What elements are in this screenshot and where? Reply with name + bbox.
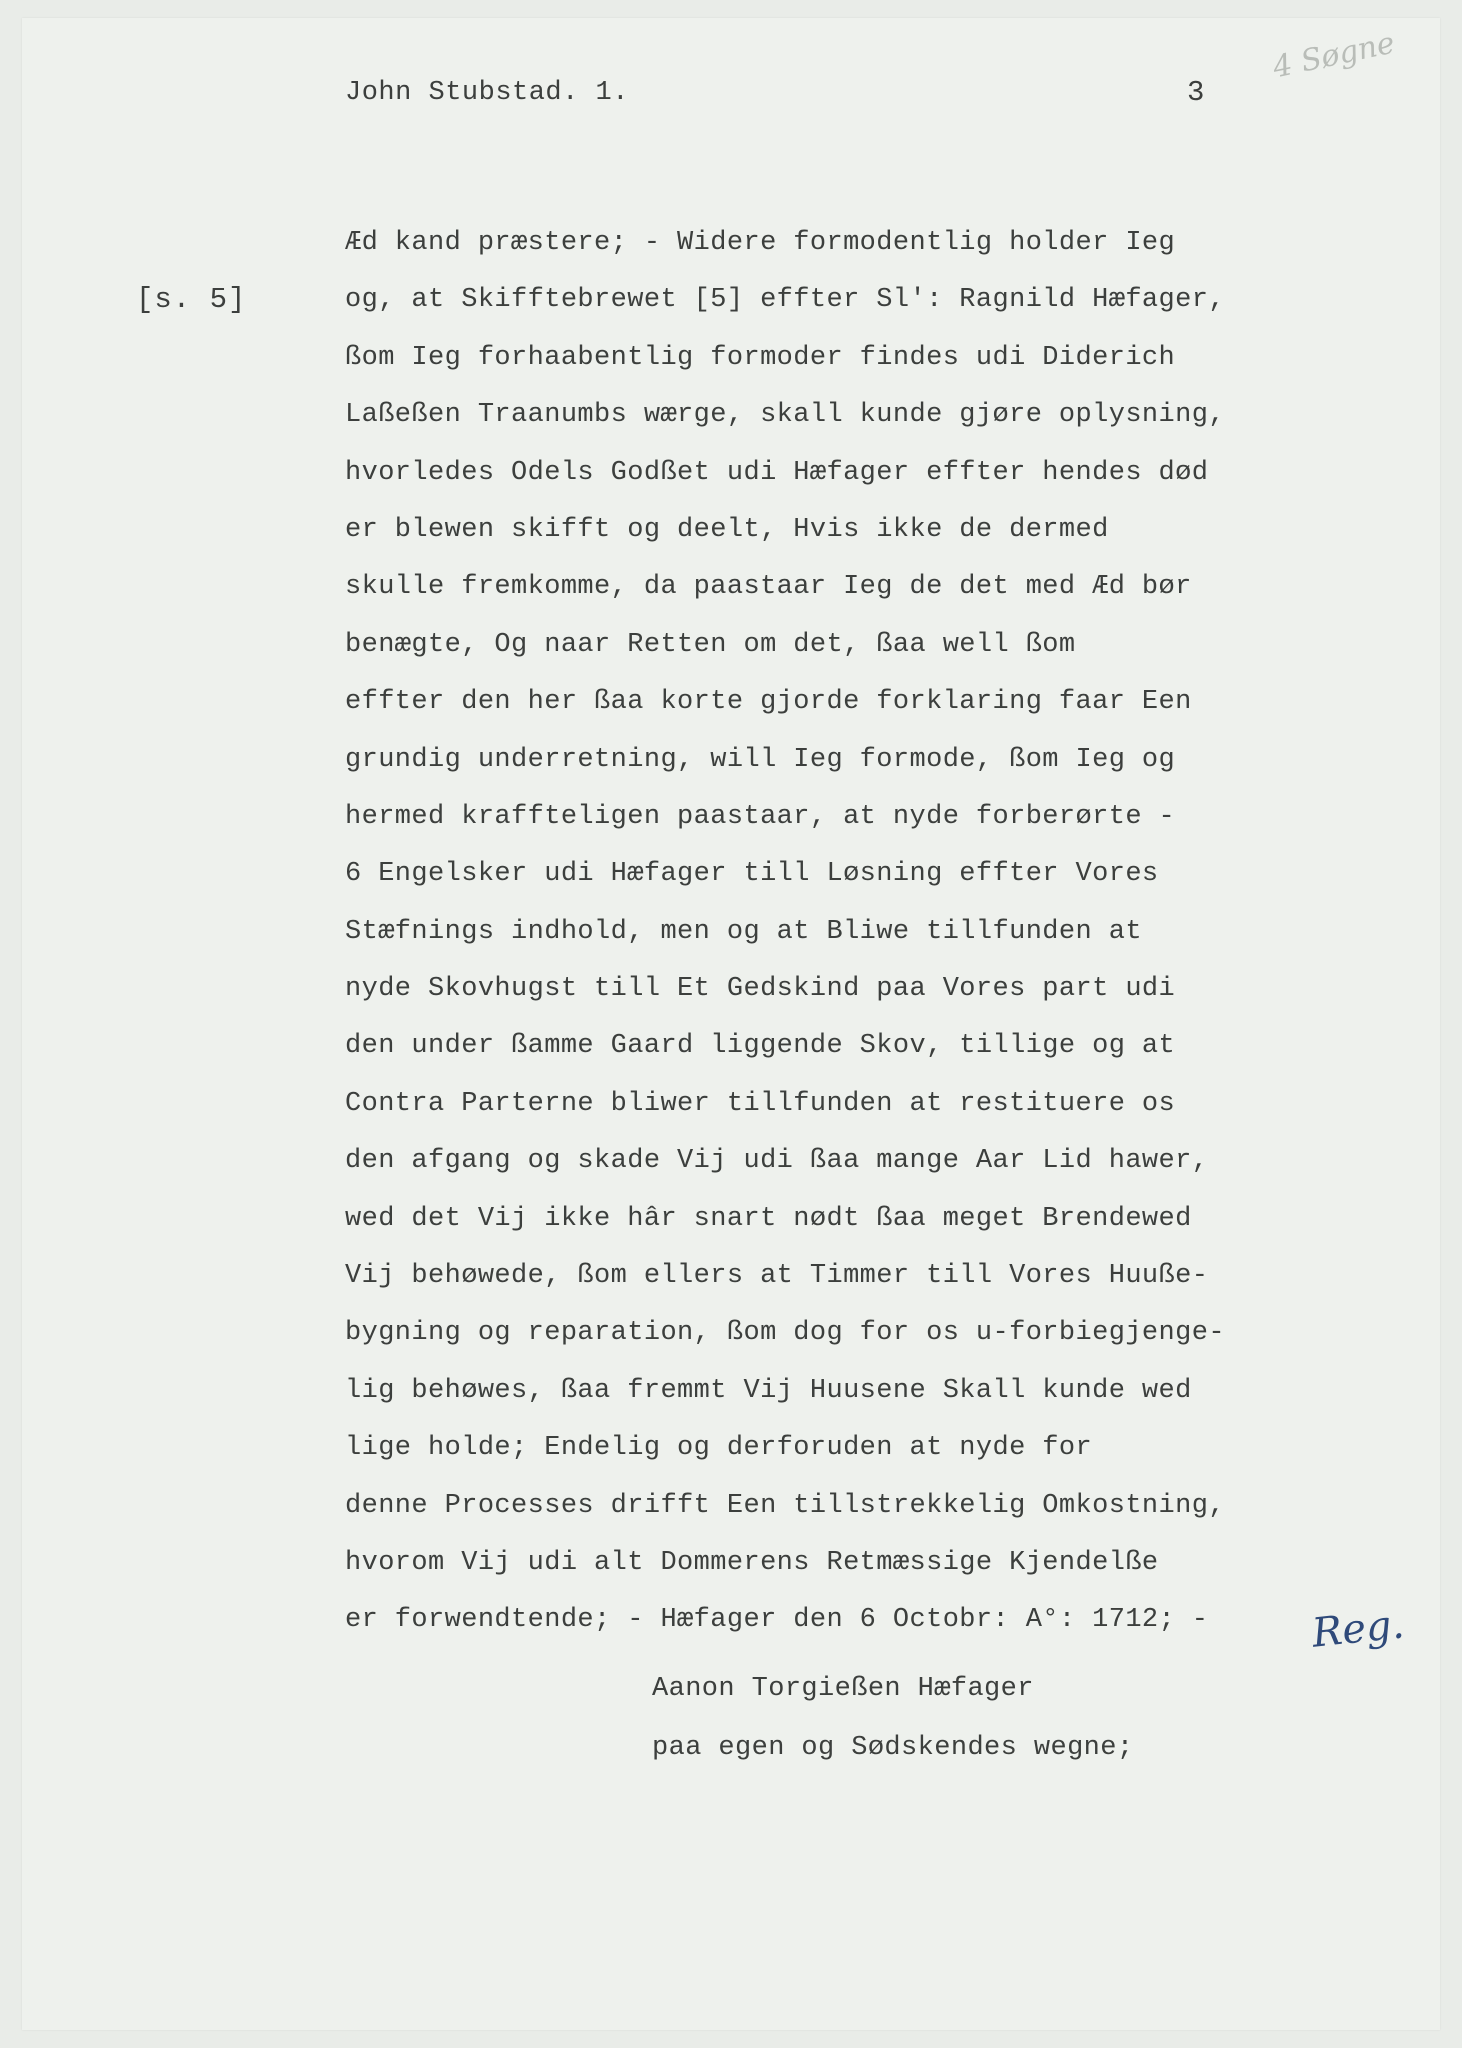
page-number: 3 <box>1187 76 1205 109</box>
handwritten-reg-note: Reg. <box>1309 1601 1407 1657</box>
corner-pencil-note: 4 Søgne <box>1269 25 1398 86</box>
text-line: og, at Skifftebrewet [5] effter Sl': Ragnild Hæfager, <box>345 285 1225 316</box>
document-body <box>345 223 1285 1658</box>
text-line: hermed kraffteligen paastaar, at nyde forberørte - <box>345 801 1176 832</box>
text-line: den under ßamme Gaard liggende Skov, tillige og at <box>345 1031 1176 1062</box>
text-line: er forwendtende; - Hæfager den 6 Octobr: A°: 1712; - <box>345 1605 1209 1636</box>
text-line: Contra Parterne bliwer tillfunden at restituere os <box>345 1088 1176 1119</box>
header-author-line: John Stubstad. 1. <box>345 78 629 108</box>
text-line: den afgang og skade Vij udi ßaa mange Aar Lid hawer, <box>345 1146 1209 1177</box>
text-line: denne Processes drifft Een tillstrekkelig Omkostning, <box>345 1490 1225 1521</box>
text-line: hvorom Vij udi alt Dommerens Retmæssige Kjendelße <box>345 1547 1159 1578</box>
text-line: Laßeßen Traanumbs wærge, skall kunde gjøre oplysning, <box>345 400 1225 431</box>
text-line: nyde Skovhugst till Et Gedskind paa Vores part udi <box>345 974 1176 1005</box>
text-line: benægte, Og naar Retten om det, ßaa well ßom <box>345 629 1076 660</box>
document-page <box>22 18 1440 2030</box>
text-line: Stæfnings indhold, men og at Bliwe tillfunden at <box>345 916 1142 947</box>
text-line: effter den her ßaa korte gjorde forklaring faar Een <box>345 687 1192 718</box>
signature-name: Aanon Torgießen Hæfager <box>652 1674 1034 1704</box>
text-line: Vij behøwede, ßom ellers at Timmer till Vores Huuße- <box>345 1261 1209 1292</box>
text-line: lig behøwes, ßaa fremmt Vij Huusene Skall kunde wed <box>345 1375 1192 1406</box>
text-line: Æd kand præstere; - Widere formodentlig holder Ieg <box>345 228 1176 258</box>
text-line: bygning og reparation, ßom dog for os u-forbiegjenge- <box>345 1318 1225 1349</box>
margin-page-reference: [s. 5] <box>136 283 247 316</box>
text-line: hvorledes Odels Godßet udi Hæfager effter hendes død <box>345 457 1209 488</box>
text-line: wed det Vij ikke hâr snart nødt ßaa meget Brendewed <box>345 1203 1192 1234</box>
text-line: ßom Ieg forhaabentlig formoder findes udi Diderich <box>345 342 1176 373</box>
text-line: lige holde; Endelig og derforuden at nyde for <box>345 1433 1093 1464</box>
text-line: er blewen skifft og deelt, Hvis ikke de dermed <box>345 514 1109 545</box>
text-line: skulle fremkomme, da paastaar Ieg de det med Æd bør <box>345 572 1192 603</box>
text-line: grundig underretning, will Ieg formode, ßom Ieg og <box>345 744 1176 775</box>
signature-line-2: paa egen og Sødskendes wegne; <box>652 1733 1134 1763</box>
text-line: 6 Engelsker udi Hæfager till Løsning effter Vores <box>345 859 1159 890</box>
